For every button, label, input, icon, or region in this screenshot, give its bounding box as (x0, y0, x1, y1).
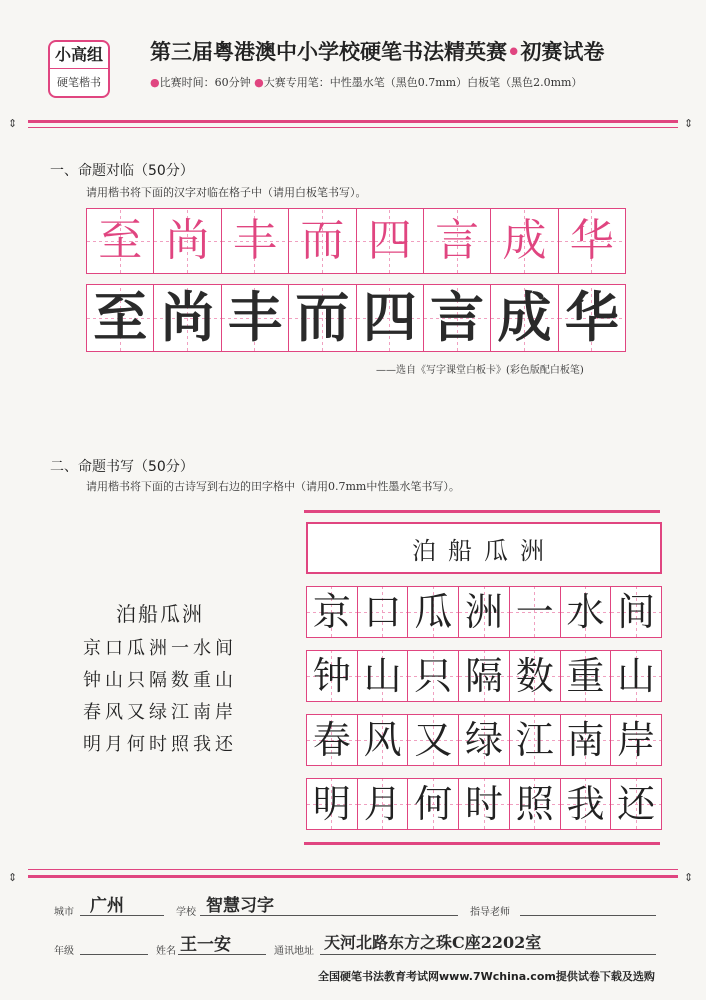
copy-grid-cell[interactable] (154, 285, 221, 351)
written-char: 风 (363, 718, 402, 762)
bullet-icon: ● (254, 76, 264, 89)
poem-line: 春风又绿江南岸 (83, 702, 237, 723)
written-char: 言 (430, 286, 485, 349)
poem-line: 明月何时照我还 (83, 734, 237, 755)
written-char: 至 (93, 286, 148, 349)
answer-grid-cell[interactable] (611, 587, 661, 637)
answer-grid-cell[interactable] (358, 587, 409, 637)
model-grid (86, 208, 626, 274)
badge-style-label: 硬笔楷书 (57, 76, 101, 89)
city-underline (80, 915, 164, 916)
answer-grid-cell[interactable] (408, 779, 459, 829)
section1-instruction: 请用楷书将下面的汉字对临在格子中（请用白板笔书写）。 (86, 186, 367, 199)
address-label: 通讯地址 (274, 946, 314, 957)
subtitle (150, 74, 582, 90)
model-grid-cell (222, 209, 289, 273)
section1-title: 一、命题对临（50分） (50, 163, 194, 179)
copy-grid (86, 284, 626, 352)
cut-mark-icon: ⇕ (8, 117, 18, 130)
model-char: 成 (502, 215, 547, 266)
footer-divider (28, 875, 678, 878)
answer-grid-row (306, 714, 662, 766)
written-char: 何 (414, 782, 453, 826)
copy-grid-cell[interactable] (87, 285, 154, 351)
model-char: 华 (569, 215, 614, 266)
answer-grid-cell[interactable] (561, 587, 612, 637)
answer-grid (306, 586, 662, 830)
school-underline (200, 915, 458, 916)
written-char: 春 (312, 718, 351, 762)
model-char: 言 (435, 215, 480, 266)
copy-grid-cell[interactable] (491, 285, 558, 351)
written-char: 我 (566, 782, 605, 826)
section2-title: 二、命题书写（50分） (50, 459, 194, 475)
written-char: 钟 (312, 654, 351, 698)
footer-divider-thin (28, 869, 678, 870)
title-tail: 初赛试卷 (520, 40, 605, 64)
model-grid-cell (87, 209, 154, 273)
answer-grid-cell[interactable] (307, 651, 358, 701)
name-value[interactable]: 王一安 (180, 935, 231, 955)
model-char: 而 (300, 215, 345, 266)
city-label: 城市 (54, 907, 74, 918)
answer-grid-cell[interactable] (459, 779, 510, 829)
answer-top-rule (304, 510, 660, 513)
answer-grid-cell[interactable] (358, 715, 409, 765)
footer-website-note: 全国硬笔书法教育考试网www.7Wchina.com提供试卷下载及选购 (318, 970, 655, 983)
model-grid-cell (154, 209, 221, 273)
answer-grid-cell[interactable] (307, 779, 358, 829)
written-char: 一 (515, 590, 554, 634)
cut-mark-icon: ⇕ (684, 871, 694, 884)
model-char: 尚 (165, 215, 210, 266)
city-value[interactable]: 广州 (90, 896, 124, 916)
written-char: 山 (617, 654, 656, 698)
answer-grid-cell[interactable] (358, 779, 409, 829)
badge-group-label: 小高组 (50, 42, 108, 69)
answer-grid-cell[interactable] (459, 587, 510, 637)
answer-title-box: 泊船瓜洲 (306, 522, 662, 574)
header-divider-thin (28, 127, 678, 128)
written-char: 隔 (465, 654, 504, 698)
model-grid-cell (424, 209, 491, 273)
model-grid-cell (559, 209, 625, 273)
answer-grid-cell[interactable] (510, 651, 561, 701)
copy-grid-cell[interactable] (559, 285, 625, 351)
answer-grid-cell[interactable] (611, 779, 661, 829)
header-divider (28, 120, 678, 123)
written-char: 照 (515, 782, 554, 826)
written-char: 时 (465, 782, 504, 826)
model-grid-cell (357, 209, 424, 273)
written-char: 绿 (465, 718, 504, 762)
written-char: 尚 (160, 286, 215, 349)
teacher-underline (520, 915, 656, 916)
answer-grid-cell[interactable] (561, 779, 612, 829)
answer-grid-cell[interactable] (510, 779, 561, 829)
answer-grid-row (306, 586, 662, 638)
copy-grid-cell[interactable] (222, 285, 289, 351)
pen-requirement: 大赛专用笔：中性墨水笔（黑色0.7mm）白板笔（黑色2.0mm） (263, 76, 583, 89)
model-char: 四 (367, 215, 412, 266)
answer-grid-cell[interactable] (408, 651, 459, 701)
answer-grid-cell[interactable] (510, 715, 561, 765)
exam-time: 比赛时间：60分钟 (159, 76, 251, 89)
poem-title: 泊船瓜洲 (116, 602, 204, 626)
grade-label: 年级 (54, 946, 74, 957)
address-underline (320, 954, 656, 955)
written-char: 数 (515, 654, 554, 698)
written-char: 口 (363, 590, 402, 634)
written-char: 水 (566, 590, 605, 634)
answer-grid-cell[interactable] (408, 587, 459, 637)
copy-grid-cell[interactable] (289, 285, 356, 351)
written-char: 山 (363, 654, 402, 698)
answer-grid-cell[interactable] (459, 715, 510, 765)
poem-line: 钟山只隔数重山 (83, 670, 237, 691)
school-value[interactable]: 智慧习字 (206, 896, 274, 916)
answer-grid-cell[interactable] (459, 651, 510, 701)
copy-grid-cell[interactable] (357, 285, 424, 351)
cut-mark-icon: ⇕ (684, 117, 694, 130)
poem-line: 京口瓜洲一水间 (83, 638, 237, 659)
answer-grid-cell[interactable] (358, 651, 409, 701)
name-label: 姓名 (156, 946, 176, 957)
answer-grid-cell[interactable] (307, 587, 358, 637)
address-value[interactable]: 天河北路东方之珠C座2202室 (324, 933, 542, 952)
copy-grid-cell[interactable] (424, 285, 491, 351)
written-char: 成 (497, 286, 552, 349)
answer-grid-row (306, 650, 662, 702)
written-char: 间 (617, 590, 656, 634)
teacher-label: 指导老师 (470, 907, 510, 918)
model-grid-cell (491, 209, 558, 273)
answer-grid-cell[interactable] (307, 715, 358, 765)
written-char: 重 (566, 654, 605, 698)
bullet-icon: ● (150, 76, 160, 89)
written-char: 京 (312, 590, 351, 634)
answer-grid-cell[interactable] (561, 715, 612, 765)
model-char: 丰 (232, 215, 277, 266)
model-char: 至 (98, 215, 143, 266)
school-label: 学校 (176, 907, 196, 918)
section2-instruction: 请用楷书将下面的古诗写到右边的田字格中（请用0.7mm中性墨水笔书写）。 (86, 480, 460, 493)
group-badge (48, 40, 110, 98)
answer-grid-cell[interactable] (611, 715, 661, 765)
written-char: 四 (362, 286, 417, 349)
written-char: 南 (566, 718, 605, 762)
written-char: 瓜 (414, 590, 453, 634)
title-main: 第三届粤港澳中小学校硬笔书法精英赛 (150, 40, 507, 64)
grade-underline (80, 954, 148, 955)
title-dot: • (507, 40, 521, 64)
answer-grid-row (306, 778, 662, 830)
written-char: 明 (312, 782, 351, 826)
written-char: 岸 (617, 718, 656, 762)
written-char: 又 (414, 718, 453, 762)
written-char: 江 (515, 718, 554, 762)
answer-bottom-rule (304, 842, 660, 845)
answer-grid-cell[interactable] (561, 651, 612, 701)
answer-grid-cell[interactable] (510, 587, 561, 637)
written-char: 只 (414, 654, 453, 698)
written-char: 洲 (465, 590, 504, 634)
page-title (150, 36, 604, 66)
answer-grid-cell[interactable] (611, 651, 661, 701)
name-underline (178, 954, 266, 955)
written-char: 而 (295, 286, 350, 349)
written-char: 华 (564, 286, 619, 349)
written-char: 还 (617, 782, 656, 826)
written-char: 月 (363, 782, 402, 826)
poem-reference (54, 598, 266, 761)
answer-grid-cell[interactable] (408, 715, 459, 765)
cut-mark-icon: ⇕ (8, 871, 18, 884)
model-grid-cell (289, 209, 356, 273)
source-credit: ——选自《写字课堂白板卡》(彩色版配白板笔) (376, 365, 584, 376)
written-char: 丰 (227, 286, 282, 349)
